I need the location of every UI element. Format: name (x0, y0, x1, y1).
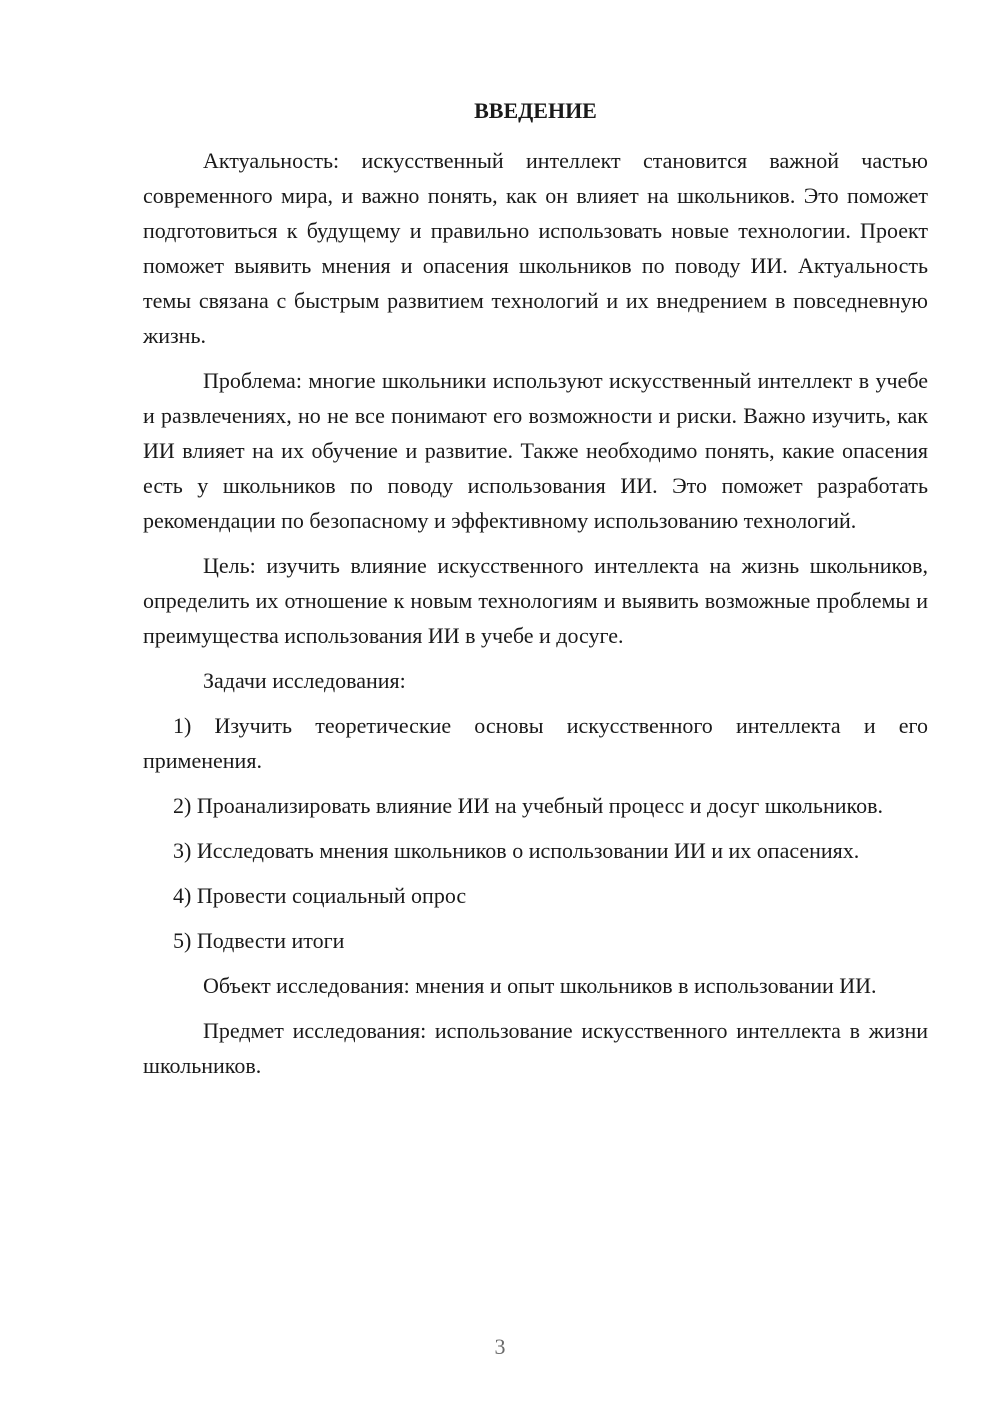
document-body (143, 143, 928, 1093)
goal-paragraph: Цель: изучить влияние искусственного интеллекта на жизнь школьников, определить их отношение к новым технологиям и выявить возможные проблемы и преимущества использования ИИ в учебе и досуге. (143, 553, 928, 648)
research-object-paragraph: Объект исследования: мнения и опыт школьников в использовании ИИ. (203, 973, 877, 998)
tasks-heading: Задачи исследования: (203, 668, 406, 693)
task-item: 5) Подвести итоги (173, 928, 345, 953)
task-item: 3) Исследовать мнения школьников о использовании ИИ и их опасениях. (173, 838, 860, 863)
relevance-paragraph: Актуальность: искусственный интеллект становится важной частью современного мира, и важно понять, как он влияет на школьников. Это поможет подготовиться к будущему и правильно использовать новые технологии. Проект поможет выявить мнения и опасения школьников по поводу ИИ. Актуальность темы связана с быстрым развитием технологий и их внедрением в повседневную жизнь. (143, 148, 928, 348)
task-item: 4) Провести социальный опрос (173, 883, 467, 908)
research-subject-paragraph: Предмет исследования: использование искусственного интеллекта в жизни школьников. (143, 1018, 928, 1078)
task-item: 1) Изучить теоретические основы искусственного интеллекта и его применения. (143, 713, 928, 773)
task-item: 2) Проанализировать влияние ИИ на учебный процесс и досуг школьников. (173, 793, 883, 818)
page-title: ВВЕДЕНИЕ (474, 98, 597, 123)
page-number: 3 (494, 1334, 506, 1359)
problem-paragraph: Проблема: многие школьники используют искусственный интеллект в учебе и развлечениях, но не все понимают его возможности и риски. Важно изучить, как ИИ влияет на их обучение и развитие. Также необходимо понять, какие опасения есть у школьников по поводу использования ИИ. Это поможет разработать рекомендации по безопасному и эффективному использованию технологий. (143, 368, 928, 533)
